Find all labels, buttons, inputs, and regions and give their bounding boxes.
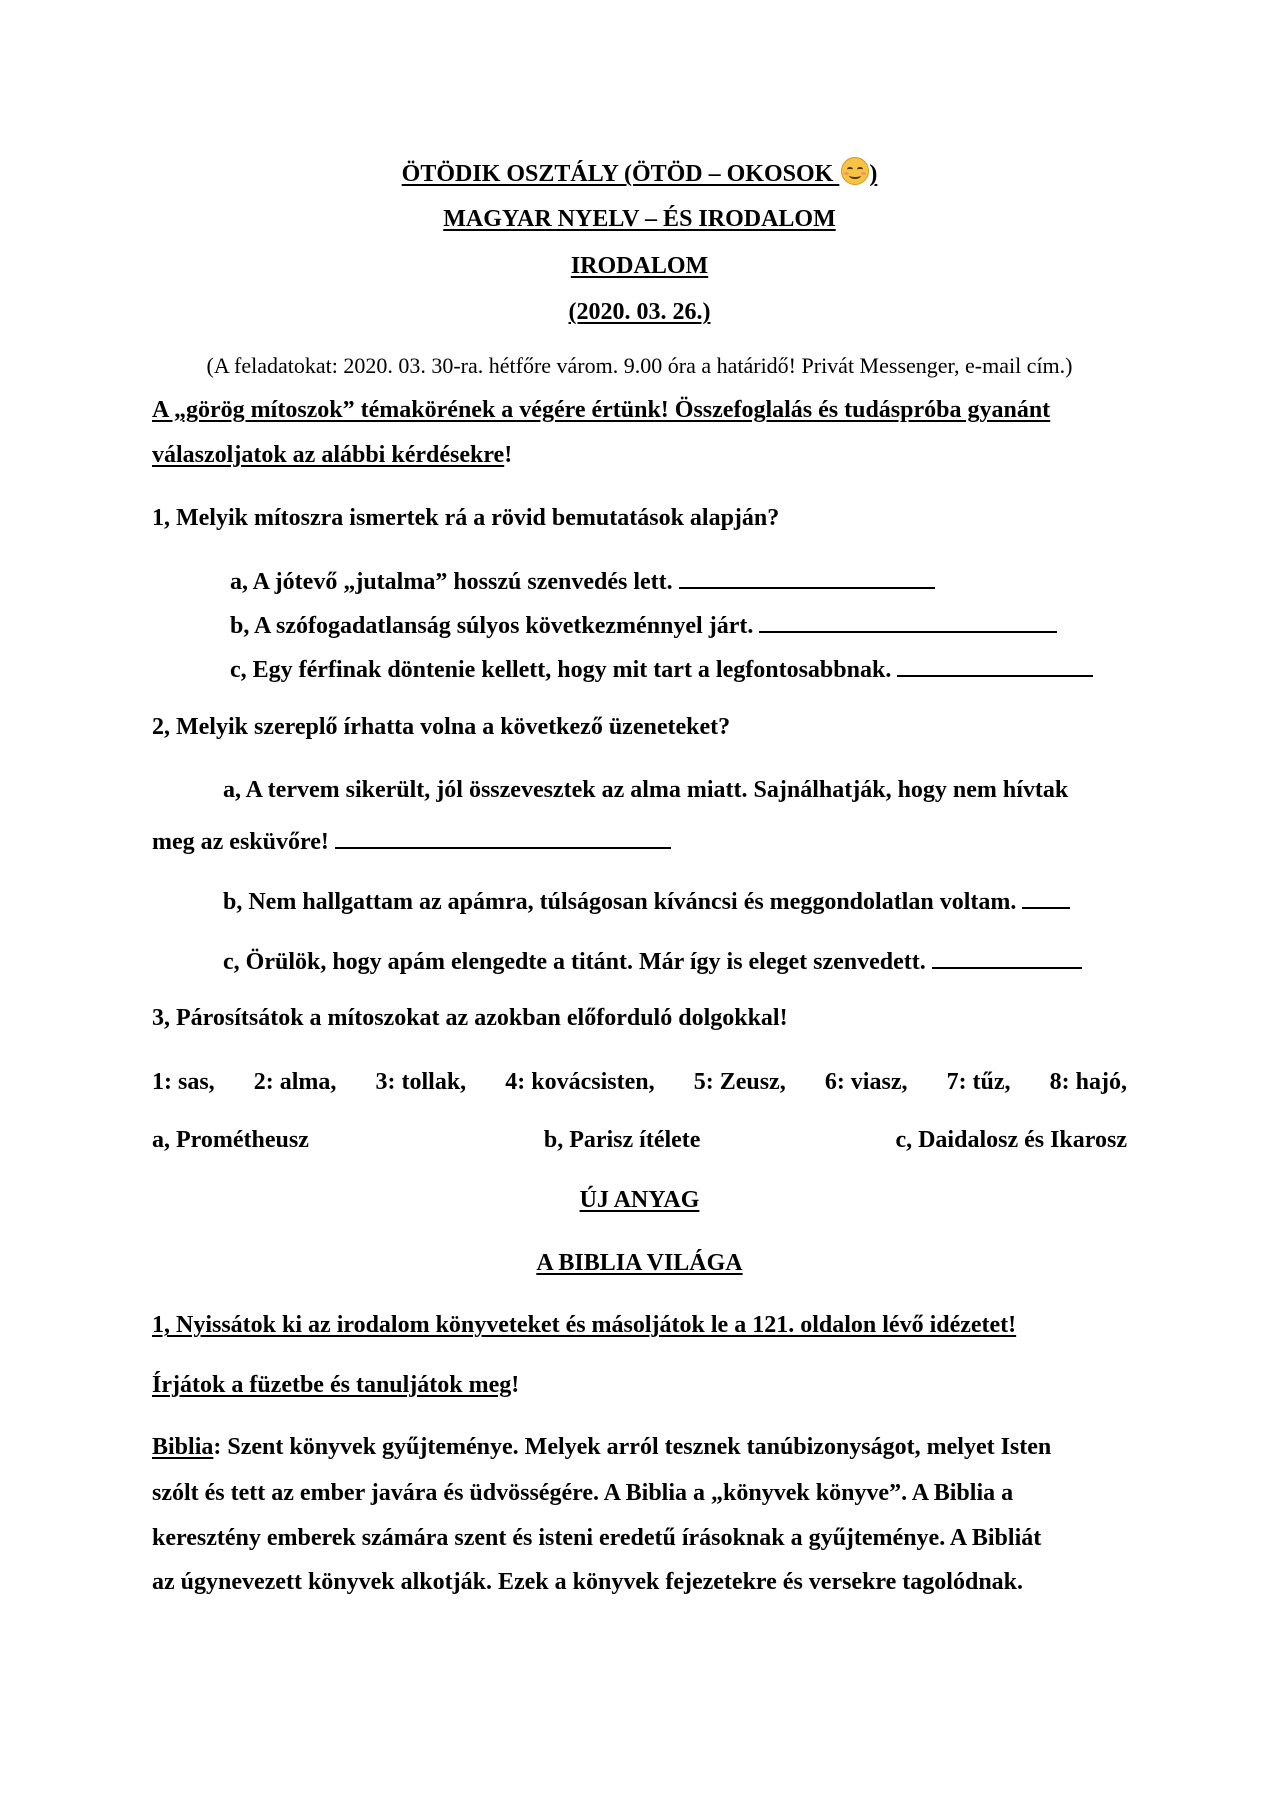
deadline-note: (A feladatokat: 2020. 03. 30-ra. hétfőre várom. 9.00 óra a határidő! Privát Messenger, e-mail cím.)	[206, 353, 1073, 378]
intro-line-1	[152, 395, 1127, 425]
title-subject	[152, 204, 1127, 234]
question-3-prompt: 3, Párosítsátok a mítoszokat az azokban előforduló dolgokkal!	[152, 1005, 788, 1031]
question-3-things	[152, 1067, 1127, 1097]
intro-line-1-text: A „görög mítoszok” témakörének a végére értünk! Összefoglalás és tudáspróba gyanánt	[152, 397, 1051, 423]
question-2-item-a-line-2-text: meg az esküvőre!	[152, 829, 329, 855]
question-2-item-b-text: b, Nem hallgattam az apámra, túlságosan kíváncsi és meggondolatlan voltam.	[223, 889, 1017, 915]
myth-item: b, Parisz ítélete	[543, 1127, 701, 1153]
title-topic-text: IRODALOM	[570, 253, 709, 279]
new-material-heading-text: ÚJ ANYAG	[579, 1187, 700, 1213]
thing-item: 4: kovácsisten,	[505, 1069, 655, 1095]
question-1-item-c	[230, 653, 1205, 685]
question-3-myths	[152, 1125, 1127, 1155]
myth-item: c, Daidalosz és Ikarosz	[895, 1127, 1127, 1153]
thing-item: 6: viasz,	[824, 1069, 908, 1095]
definition-line-2: szólt és tett az ember javára és üdvösségére. A Biblia a „könyvek könyve”. A Biblia a	[152, 1480, 1014, 1506]
answer-blank-1c[interactable]	[897, 653, 1093, 677]
question-1-item-c-text: c, Egy férfinak döntenie kellett, hogy mit tart a legfontosabbnak.	[230, 657, 892, 683]
thing-item: 8: hajó,	[1049, 1069, 1127, 1095]
myth-item: a, Prométheusz	[152, 1127, 309, 1153]
task-1-b	[152, 1370, 1127, 1400]
question-1-item-a-text: a, A jótevő „jutalma” hosszú szenvedés lett.	[230, 569, 673, 595]
smiling-face-icon	[841, 157, 869, 185]
bible-heading-text: A BIBLIA VILÁGA	[536, 1250, 743, 1276]
thing-item: 3: tollak,	[375, 1069, 467, 1095]
answer-blank-2a[interactable]	[335, 825, 671, 849]
question-2-item-a-line-1: a, A tervem sikerült, jól összevesztek az alma miatt. Sajnálhatják, hogy nem hívtak	[223, 777, 1069, 803]
answer-blank-2c[interactable]	[932, 945, 1082, 969]
title-topic	[152, 251, 1127, 281]
intro-line-2	[152, 440, 1127, 470]
thing-item: 2: alma,	[253, 1069, 337, 1095]
answer-blank-2b[interactable]	[1022, 885, 1070, 909]
bible-heading	[152, 1248, 1127, 1278]
task-1	[152, 1310, 1127, 1340]
intro-line-2-text: válaszoljatok az alábbi kérdésekre	[152, 442, 505, 468]
question-2-item-c-text: c, Örülök, hogy apám elengedte a titánt. Már így is eleget szenvedett.	[223, 949, 926, 975]
new-material-heading	[152, 1185, 1127, 1215]
question-1-item-b-text: b, A szófogadatlanság súlyos következménnyel járt.	[230, 613, 754, 639]
definition-line-1	[152, 1432, 1127, 1462]
thing-item: 5: Zeusz,	[693, 1069, 786, 1095]
question-1-item-a	[230, 565, 1205, 597]
intro-line-2-end: !	[504, 442, 513, 468]
question-2-item-b	[223, 885, 1198, 917]
title-class-text: ÖTÖDIK OSZTÁLY (ÖTÖD – OKOSOK )	[402, 161, 878, 187]
definition-line-4: az úgynevezett könyvek alkotják. Ezek a könyvek fejezetekre és versekre tagolódnak.	[152, 1569, 1024, 1595]
definition-text: : Szent könyvek gyűjteménye. Melyek arról tesznek tanúbizonyságot, melyet Isten	[213, 1434, 1052, 1460]
definition-line-3: keresztény emberek számára szent és isteni eredetű írásoknak a gyűjteménye. A Bibliát	[152, 1525, 1042, 1551]
title-subject-text: MAGYAR NYELV – ÉS IRODALOM	[443, 206, 836, 232]
question-2-prompt: 2, Melyik szereplő írhatta volna a következő üzeneteket?	[152, 714, 731, 740]
thing-item: 7: tűz,	[946, 1069, 1011, 1095]
question-1-prompt: 1, Melyik mítoszra ismertek rá a rövid bemutatások alapján?	[152, 505, 780, 531]
task-1-b-text: Írjátok a füzetbe és tanuljátok meg	[152, 1372, 512, 1398]
task-1-b-end: !	[511, 1372, 520, 1398]
title-class	[152, 157, 1127, 189]
task-1-text: 1, Nyissátok ki az irodalom könyveteket és másoljátok le a 121. oldalon lévő idézetet!	[152, 1312, 1017, 1338]
question-1-item-b	[230, 609, 1205, 641]
title-date	[152, 297, 1127, 327]
answer-blank-1a[interactable]	[679, 565, 935, 589]
question-2-item-c	[223, 945, 1198, 977]
thing-item: 1: sas,	[152, 1069, 215, 1095]
question-2-item-a-line-2	[152, 825, 1127, 857]
answer-blank-1b[interactable]	[759, 609, 1057, 633]
definition-term: Biblia	[152, 1434, 214, 1460]
title-date-text: (2020. 03. 26.)	[568, 299, 711, 325]
